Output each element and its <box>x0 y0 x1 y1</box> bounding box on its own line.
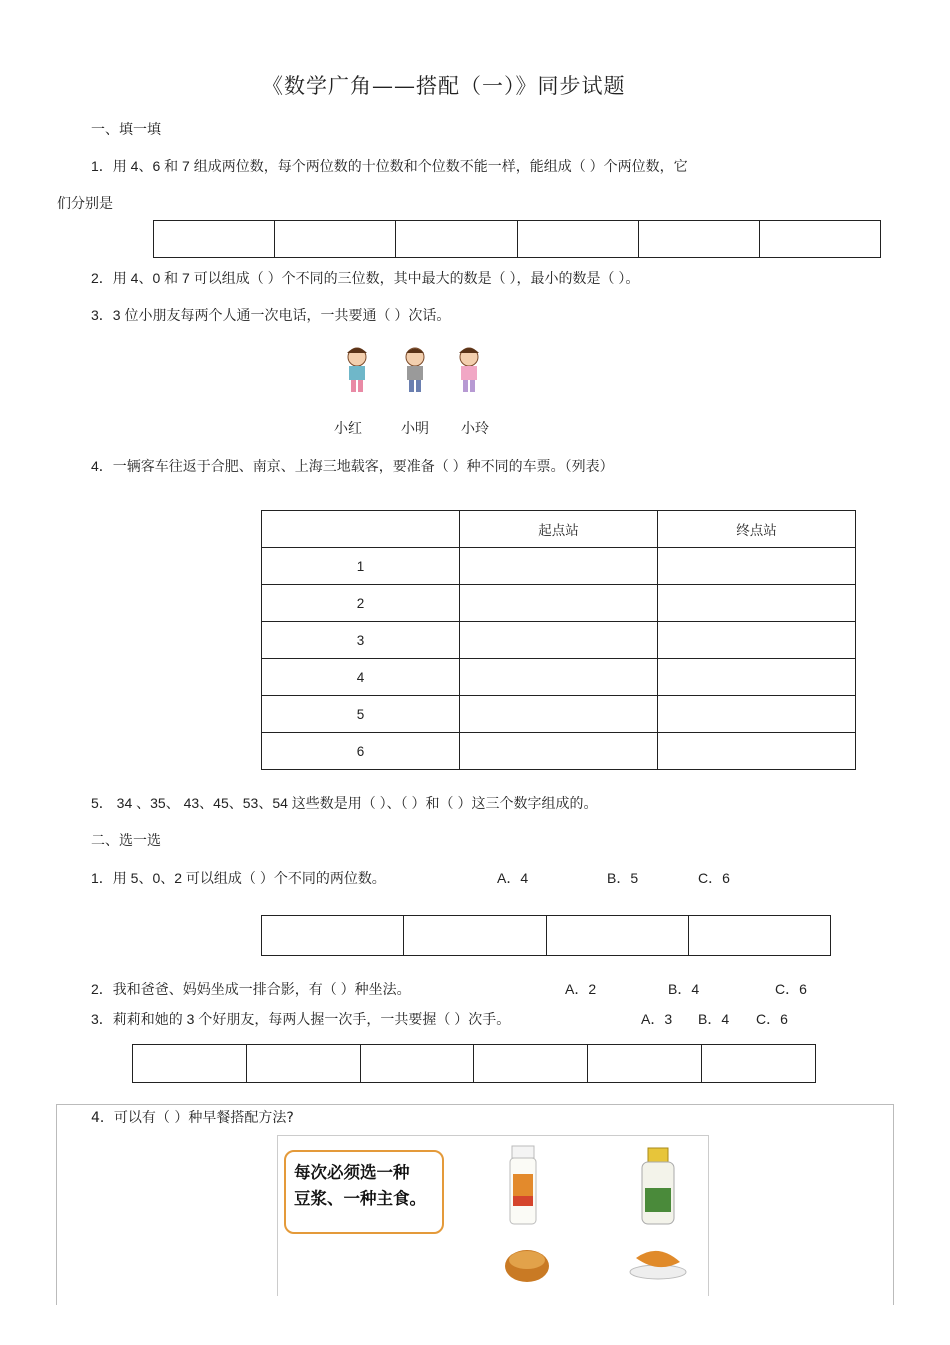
end-cell[interactable] <box>658 696 856 733</box>
answer-box[interactable] <box>588 1045 702 1082</box>
table-row <box>262 696 856 733</box>
soymilk-bottle-icon <box>510 1146 536 1224</box>
row-number: 6 <box>262 733 460 770</box>
s2-q3-option-b[interactable]: B．4 <box>698 1011 730 1027</box>
table-header-cell: 终点站 <box>658 511 856 548</box>
table-row <box>262 622 856 659</box>
answer-box[interactable] <box>133 1045 247 1082</box>
s2-q1-answer-boxes <box>261 915 831 956</box>
s2-q3-option-c[interactable]: C．6 <box>756 1011 788 1027</box>
end-cell[interactable] <box>658 659 856 696</box>
s1-question-2: 2．用 4、0 和 7 可以组成（ ）个不同的三位数，其中最大的数是（ ），最小的数是（ ）。 <box>91 270 640 286</box>
table-row <box>262 548 856 585</box>
start-cell[interactable] <box>460 585 658 622</box>
s2-question-3: 3．莉莉和她的 3 个好朋友，每两人握一次手，一共要握（ ）次手。 <box>91 1011 511 1027</box>
answer-box[interactable] <box>760 221 880 257</box>
table-row <box>262 585 856 622</box>
s2-q2-option-a[interactable]: A．2 <box>565 981 597 997</box>
child-xiaoling-figure <box>459 348 479 392</box>
answer-box[interactable] <box>702 1045 815 1082</box>
s2-q2-option-c[interactable]: C．6 <box>775 981 807 997</box>
table-header-cell: 起点站 <box>460 511 658 548</box>
rule-sign-line1: 每次必须选一种 <box>294 1163 410 1182</box>
row-number: 5 <box>262 696 460 733</box>
answer-box[interactable] <box>361 1045 475 1082</box>
table-header-cell <box>262 511 460 548</box>
answer-box[interactable] <box>396 221 517 257</box>
end-cell[interactable] <box>658 622 856 659</box>
answer-box[interactable] <box>154 221 275 257</box>
row-number: 1 <box>262 548 460 585</box>
end-cell[interactable] <box>658 733 856 770</box>
s1-question-4: 4．一辆客车往返于合肥、南京、上海三地载客，要准备（ ）种不同的车票。（列表） <box>91 458 614 474</box>
page-title: 《数学广角——搭配（一）》同步试题 <box>262 74 626 98</box>
kid-name-1: 小红 <box>334 421 362 437</box>
soymilk-jar-icon <box>642 1148 674 1224</box>
q1-answer-boxes <box>153 220 881 258</box>
row-number: 3 <box>262 622 460 659</box>
s2-q3-answer-boxes <box>132 1044 816 1083</box>
s1-question-1-line1: 1．用 4、6 和 7 组成两位数，每个两位数的十位数和个位数不能一样，能组成（ ）个两位数，它 <box>91 158 688 174</box>
answer-box[interactable] <box>689 916 830 955</box>
table-header-row <box>262 511 856 548</box>
s2-q1-option-a[interactable]: A．4 <box>497 870 529 886</box>
children-illustration <box>335 345 495 395</box>
answer-box[interactable] <box>262 916 404 955</box>
s1-question-5: 5． 34 、35、 43、45、53、54 这些数是用（ ）、（ ）和（ ）这三个数字组成的。 <box>91 795 598 811</box>
section2-heading: 二、选一选 <box>91 833 161 849</box>
child-xiaohong-figure <box>347 348 367 392</box>
end-cell[interactable] <box>658 585 856 622</box>
row-number: 2 <box>262 585 460 622</box>
breakfast-items <box>500 1140 700 1290</box>
answer-box[interactable] <box>247 1045 361 1082</box>
s1-question-1-line2: 们分别是 <box>57 196 113 212</box>
kid-name-3: 小玲 <box>461 421 489 437</box>
start-cell[interactable] <box>460 696 658 733</box>
start-cell[interactable] <box>460 659 658 696</box>
answer-box[interactable] <box>474 1045 588 1082</box>
rule-sign <box>284 1150 444 1234</box>
row-number: 4 <box>262 659 460 696</box>
table-row <box>262 659 856 696</box>
s2-question-4: 4．可以有（ ）种早餐搭配方法? <box>91 1110 294 1126</box>
s2-q1-option-c[interactable]: C．6 <box>698 870 730 886</box>
child-xiaoming-figure <box>406 348 424 392</box>
start-cell[interactable] <box>460 622 658 659</box>
ticket-table <box>261 510 856 770</box>
end-cell[interactable] <box>658 548 856 585</box>
s1-question-3: 3．3 位小朋友每两个人通一次电话，一共要通（ ）次话。 <box>91 307 451 323</box>
answer-box[interactable] <box>639 221 760 257</box>
rule-sign-line2: 豆浆、一种主食。 <box>294 1189 426 1208</box>
s2-q1-option-b[interactable]: B．5 <box>607 870 639 886</box>
kid-name-2: 小明 <box>401 421 429 437</box>
answer-box[interactable] <box>404 916 546 955</box>
start-cell[interactable] <box>460 733 658 770</box>
start-cell[interactable] <box>460 548 658 585</box>
s2-q3-option-a[interactable]: A．3 <box>641 1011 673 1027</box>
answer-box[interactable] <box>275 221 396 257</box>
table-row <box>262 733 856 770</box>
s2-question-1: 1．用 5、0、2 可以组成（ ）个不同的两位数。 <box>91 870 386 886</box>
answer-box[interactable] <box>518 221 639 257</box>
s2-question-2: 2．我和爸爸、妈妈坐成一排合影，有（ ）种坐法。 <box>91 981 411 997</box>
s2-q2-option-b[interactable]: B．4 <box>668 981 700 997</box>
fried-dough-icon <box>630 1251 686 1279</box>
section1-heading: 一、填一填 <box>91 122 161 138</box>
answer-box[interactable] <box>547 916 689 955</box>
bread-icon <box>505 1250 549 1282</box>
